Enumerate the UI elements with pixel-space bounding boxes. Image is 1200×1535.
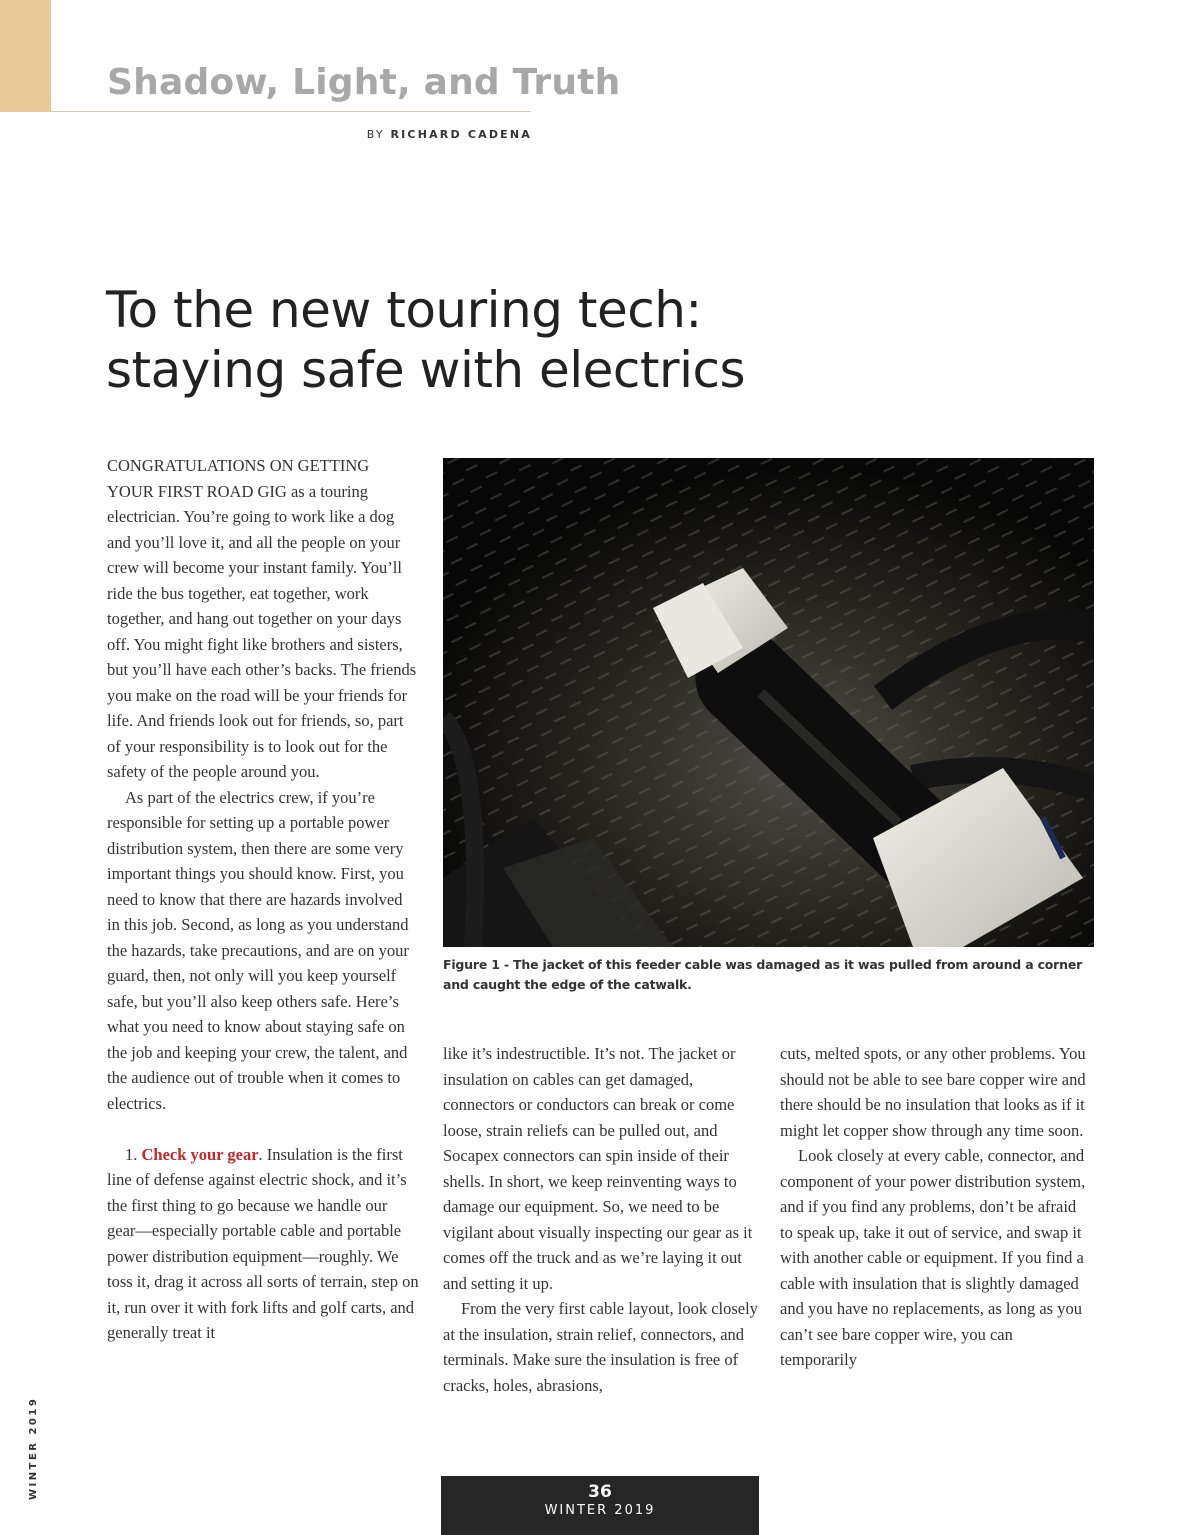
byline-prefix: BY	[366, 128, 391, 141]
article-headline	[106, 280, 826, 400]
headline-line-1: To the new touring tech:	[106, 281, 702, 339]
body-column-middle	[443, 1041, 759, 1398]
body-paragraph: As part of the electrics crew, if you’re responsible for setting up a portable power distribution system, then there are some very important things you should know. First, you need to know that there are hazards involved in this job. Second, as long as you understand the hazards, take precautions, and are on your guard, then, not only will you keep yourself safe, but you’ll also keep others safe. Here’s what you need to know about staying safe on the job and keeping your crew, the talent, and the audience out of trouble when it comes to electrics.	[107, 787, 409, 1113]
item-heading: Check your gear	[141, 1144, 259, 1164]
body-column-right	[780, 1041, 1092, 1373]
body-column-left	[107, 453, 419, 1346]
body-paragraph: From the very first cable layout, look closely at the insulation, strain relief, connectors, and terminals. Make sure the insulation is free of cracks, holes, abrasions,	[443, 1299, 758, 1395]
headline-line-2: staying safe with electrics	[106, 341, 746, 399]
figure-caption: Figure 1 - The jacket of this feeder cable was damaged as it was pulled from around a corner and caught the edge of the catwalk.	[443, 957, 1083, 992]
page-number: 36	[588, 1482, 612, 1502]
body-paragraph: cuts, melted spots, or any other problems. You should not be able to see bare copper wire and there should be no insulation that looks as if it might let copper show through any time soon.	[780, 1044, 1086, 1140]
item-number: 1.	[125, 1144, 142, 1164]
item-text: . Insulation is the first line of defense against electric shock, and it’s the first thing to go because we handle our gear—especially portable cable and portable power distribution equipment—roughly. We toss it, drag it across all sorts of terrain, step on it, run over it with fork lifts and golf carts, and generally treat it	[107, 1144, 419, 1342]
header-rule	[51, 111, 531, 112]
numbered-item	[107, 1142, 419, 1346]
byline	[300, 128, 532, 141]
side-issue-label: WINTER 2019	[28, 1396, 39, 1500]
body-paragraph: like it’s indestructible. It’s not. The jacket or insulation on cables can get damaged, connectors or conductors can break or come loose, strain reliefs can be pulled out, and Socapex connectors can spin inside of their shells. In short, we keep reinventing ways to damage our equipment. So, we need to be vigilant about visually inspecting our gear as it comes off the truck and as we’re laying it out and setting it up.	[443, 1044, 753, 1293]
byline-author: RICHARD CADENA	[390, 128, 532, 141]
issue-label: WINTER 2019	[544, 1503, 656, 1518]
section-color-tab	[0, 0, 51, 112]
intro-paragraph: CONGRATULATIONS ON GETTING YOUR FIRST ROAD GIG as a touring electrician. You’re going to work like a dog and you’ll love it, and all the people on your crew will become your instant family. You’ll ride the bus together, eat together, work together, and hang out together on your days off. You might fight like brothers and sisters, but you’ll have each other’s backs. The friends you make on the road will be your friends for life. And friends look out for friends, so, part of your responsibility is to look out for the safety of the people around you.	[107, 456, 417, 781]
page-folio	[441, 1476, 759, 1535]
damaged-cable-photo	[443, 458, 1094, 947]
figure-photo	[443, 458, 1094, 947]
column-title: Shadow, Light, and Truth	[107, 62, 621, 103]
body-paragraph: Look closely at every cable, connector, and component of your power distribution system, and if you find any problems, don’t be afraid to speak up, take it out of service, and swap it with another cable or equipment. If you find a cable with insulation that is slightly damaged and you have no replacements, as long as you can’t see bare copper wire, you can temporarily	[780, 1146, 1086, 1369]
